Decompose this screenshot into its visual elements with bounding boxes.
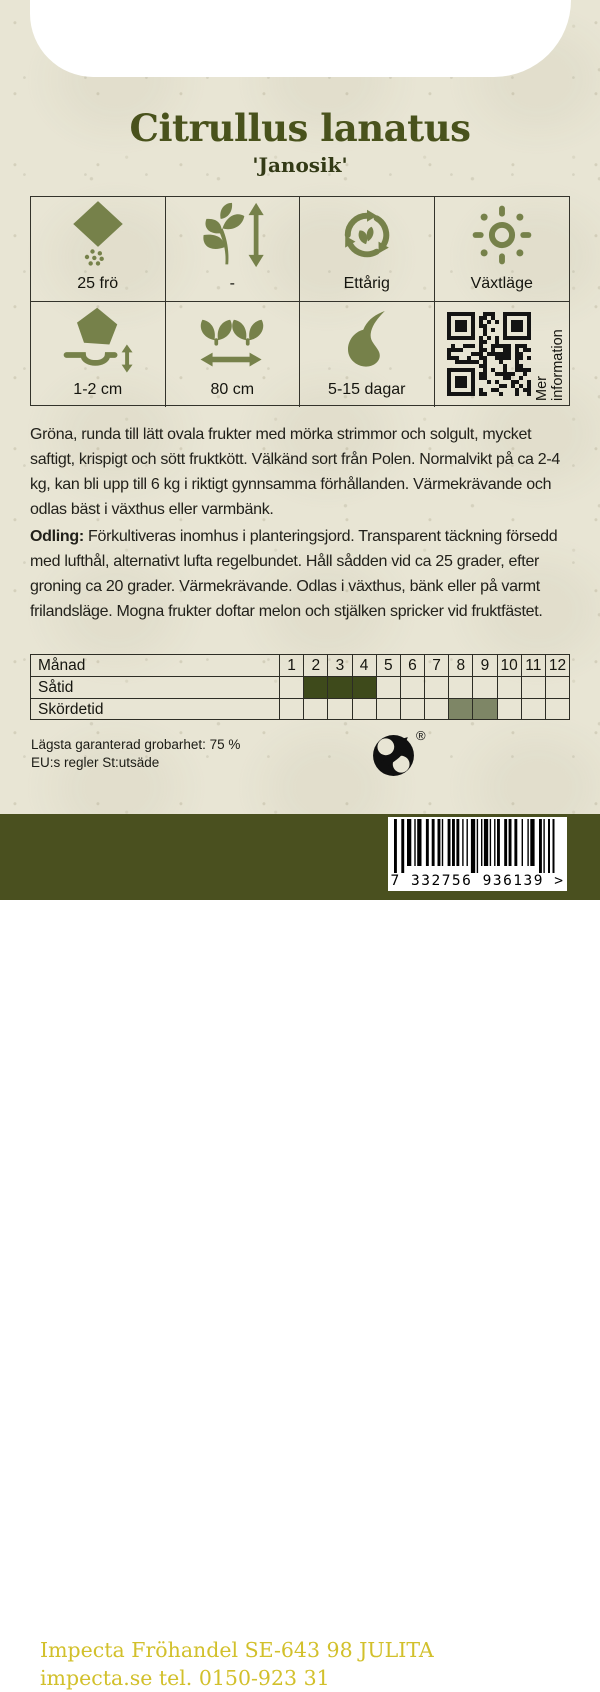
sun-icon <box>435 197 570 273</box>
month-cell: 12 <box>546 655 570 676</box>
calendar-cell <box>546 677 570 698</box>
lifecycle-label: Ettårig <box>343 275 390 292</box>
sowing-depth-icon <box>31 302 165 379</box>
barcode-digits: 7 332756 936139 > <box>388 873 567 889</box>
calendar-cell <box>498 699 522 719</box>
plant-height-icon <box>166 197 300 273</box>
cultivar-name: 'Janosik' <box>252 153 348 177</box>
calendar-cell <box>304 699 328 719</box>
month-cell: 8 <box>449 655 473 676</box>
legal-notes <box>31 736 240 771</box>
species-title: Citrullus lanatus <box>129 106 471 150</box>
calendar-cell <box>377 699 401 719</box>
harvest-row <box>30 698 570 720</box>
month-cell: 5 <box>377 655 401 676</box>
qr-code <box>447 312 531 396</box>
footer-address: Impecta Fröhandel SE-643 98 JULITA <box>40 1638 434 1662</box>
cultivation-label: Odling: <box>30 528 84 545</box>
calendar-cell <box>280 677 304 698</box>
info-grid <box>30 196 570 406</box>
eu-rules-note: EU:s regler St:utsäde <box>31 754 160 770</box>
sowing-calendar <box>30 654 570 720</box>
calendar-cell <box>401 677 425 698</box>
calendar-cell <box>522 699 546 719</box>
footer-web-phone: impecta.se tel. 0150-923 31 <box>40 1666 330 1690</box>
calendar-cell <box>449 677 473 698</box>
calendar-cell <box>377 677 401 698</box>
calendar-cell <box>304 677 328 698</box>
info-cell-position <box>435 197 570 302</box>
harvest-row-label: Skördetid <box>31 699 280 719</box>
info-cell-germination <box>300 302 435 407</box>
info-cell-sowing-depth <box>31 302 166 407</box>
germination-seed-icon <box>300 302 434 379</box>
calendar-cell <box>522 677 546 698</box>
info-cell-plant-height <box>166 197 301 302</box>
month-cell: 9 <box>473 655 497 676</box>
calendar-cell <box>425 699 449 719</box>
description-paragraph: Gröna, runda till lätt ovala frukter med mörka strimmor och solgult, mycket saftigt, krispigt och sött fruktkött. Välkänd sort från Polen. Normalvikt på ca 2-4 kg, kan bli upp till 6 kg i riktigt gynnsamma förhållanden. Värmekrävande och odlas bäst i växthus eller varmbänk. <box>30 426 561 518</box>
cultivation-paragraph <box>30 524 579 624</box>
calendar-cell <box>546 699 570 719</box>
calendar-cell <box>328 677 352 698</box>
sowing-row-label: Såtid <box>31 677 280 698</box>
info-cell-qr <box>435 302 570 407</box>
annual-cycle-icon <box>300 197 434 273</box>
calendar-cell <box>425 677 449 698</box>
barcode <box>388 817 567 891</box>
month-cell: 4 <box>353 655 377 676</box>
month-cell: 7 <box>425 655 449 676</box>
sowing-row <box>30 676 570 698</box>
germination-label: 5-15 dagar <box>328 381 406 398</box>
month-header-label: Månad <box>31 655 280 676</box>
month-header-row <box>30 654 570 676</box>
seed-quantity-label: 25 frö <box>77 275 119 292</box>
month-cell: 11 <box>522 655 546 676</box>
info-cell-lifecycle <box>300 197 435 302</box>
calendar-cell <box>473 677 497 698</box>
month-cell: 6 <box>401 655 425 676</box>
position-label: Växtläge <box>470 275 533 292</box>
sowing-depth-label: 1-2 cm <box>73 381 123 398</box>
calendar-cell <box>401 699 425 719</box>
calendar-cell <box>280 699 304 719</box>
seed-quantity-icon <box>31 197 165 273</box>
calendar-cell <box>353 699 377 719</box>
month-cell: 1 <box>280 655 304 676</box>
calendar-cell <box>353 677 377 698</box>
info-cell-spacing <box>166 302 301 407</box>
calendar-cell <box>449 699 473 719</box>
barcode-bars <box>388 819 567 877</box>
plant-spacing-icon <box>166 302 300 379</box>
calendar-cell <box>473 699 497 719</box>
plant-height-label: - <box>229 275 235 292</box>
month-cell: 10 <box>498 655 522 676</box>
packet-top-cutout <box>30 0 571 77</box>
info-cell-seed-quantity <box>31 197 166 302</box>
month-cell: 2 <box>304 655 328 676</box>
month-cell: 3 <box>328 655 352 676</box>
qr-caption: Mer information <box>534 329 566 401</box>
calendar-cell <box>498 677 522 698</box>
cultivation-text: Förkultiveras inomhus i planteringsjord. Transparent täckning försedd med lufthål, alternativt lufta regelbundet. Håll sådden vid ca 25 grader, efter groning ca 20 grader. Värmekrävande. Odlas i växthus, bänk eller på varmt frilandsläge. Mogna frukter doftar melon och stjälken spricker vid fruktfästet. <box>30 528 558 620</box>
spacing-label: 80 cm <box>210 381 255 398</box>
germination-note: Lägsta garanterad grobarhet: 75 % <box>31 737 241 752</box>
footer-contact <box>40 1636 434 1692</box>
calendar-cell <box>328 699 352 719</box>
green-dot-icon <box>371 733 416 778</box>
registered-trademark: ® <box>416 728 426 743</box>
